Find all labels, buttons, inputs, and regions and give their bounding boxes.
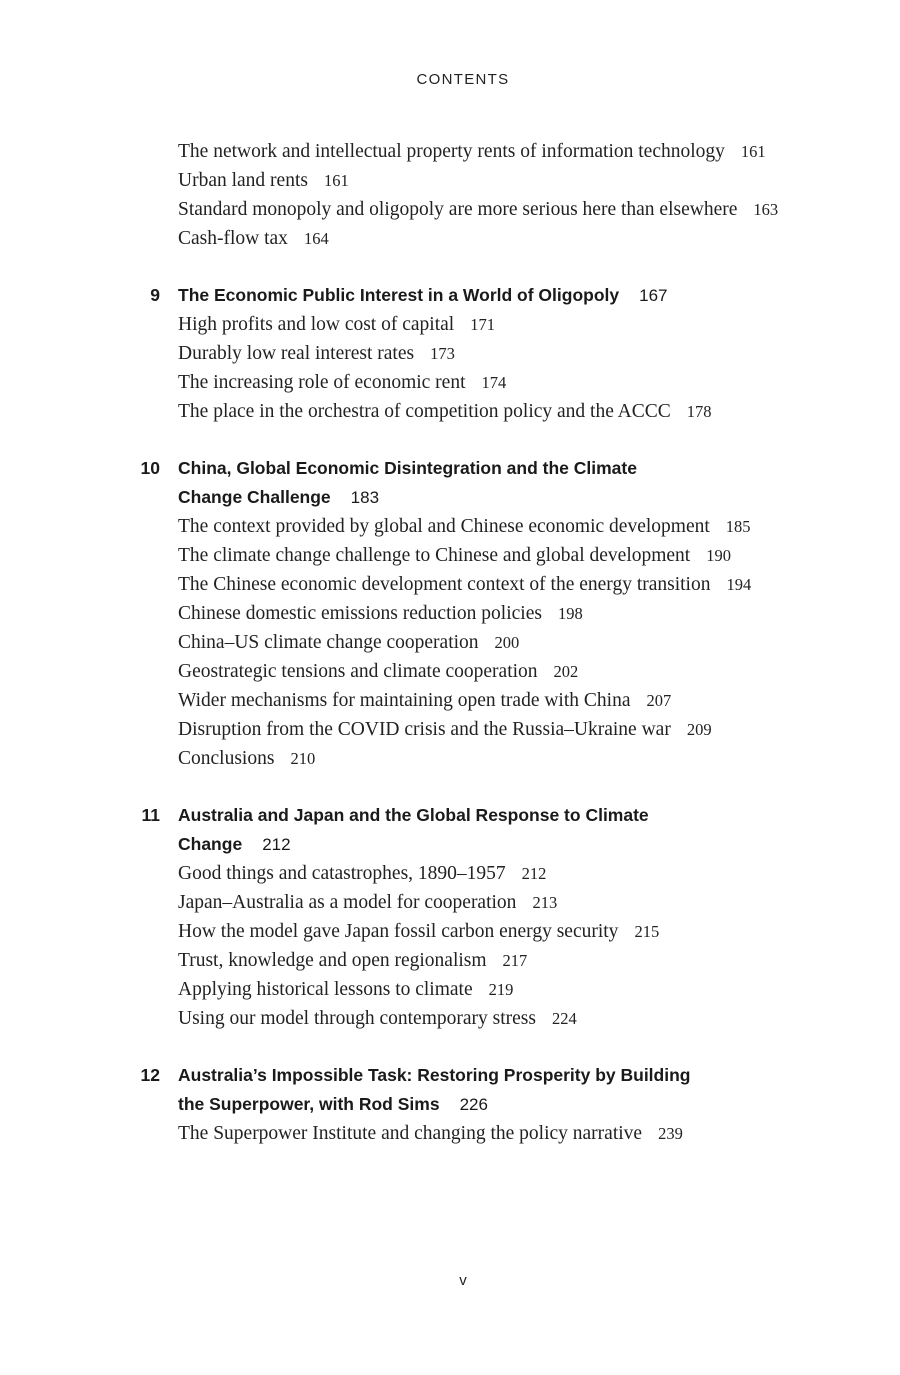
toc-entry[interactable] [178, 859, 800, 888]
entry-title: Good things and catastrophes, 1890–1957 [178, 863, 506, 884]
toc-entry[interactable] [178, 195, 800, 224]
entry-page: 190 [706, 546, 731, 565]
entry-title: The Chinese economic development context of the energy transition [178, 574, 711, 595]
running-header: CONTENTS [416, 71, 510, 88]
chapter-title[interactable] [178, 801, 698, 859]
entry-title: The Superpower Institute and changing the policy narrative [178, 1123, 643, 1144]
toc-entry[interactable] [178, 715, 800, 744]
toc-entry[interactable] [178, 917, 800, 946]
chapter-number: 11 [141, 805, 160, 825]
toc-entry[interactable] [178, 888, 800, 917]
chapter-page: 167 [639, 286, 668, 305]
entry-page: 209 [686, 720, 712, 739]
toc-entry[interactable] [178, 570, 800, 599]
entry-title: Geostrategic tensions and climate cooperation [178, 661, 538, 682]
entry-title: Chinese domestic emissions reduction policies [178, 603, 542, 624]
entry-page: 219 [488, 980, 514, 999]
entry-page: 213 [532, 893, 558, 912]
toc-entry[interactable] [178, 166, 800, 195]
toc-entry[interactable] [178, 541, 800, 570]
toc-entry[interactable] [178, 628, 800, 657]
entry-title: Trust, knowledge and open regionalism [178, 950, 487, 971]
page-number: v [459, 1272, 467, 1289]
entry-page: 194 [726, 575, 752, 594]
entry-page: 171 [470, 315, 495, 334]
toc-entry[interactable] [178, 512, 800, 541]
entry-page: 207 [646, 691, 672, 710]
toc-entry[interactable] [178, 224, 800, 253]
entry-page: 224 [551, 1009, 577, 1028]
toc-entry[interactable] [178, 946, 800, 975]
toc-entry[interactable] [178, 657, 800, 686]
entry-title: How the model gave Japan fossil carbon energy security [178, 921, 619, 942]
entry-title: The context provided by global and Chinese economic development [178, 516, 710, 537]
entry-title: High profits and low cost of capital [178, 314, 455, 335]
chapter-page: 226 [459, 1095, 488, 1114]
toc-body [0, 137, 900, 1148]
entry-page: 163 [753, 200, 779, 219]
entry-page: 202 [553, 662, 579, 681]
entry-title: Cash-flow tax [178, 228, 288, 249]
entry-title: Urban land rents [178, 170, 308, 191]
entry-page: 174 [481, 373, 507, 392]
entry-title: Wider mechanisms for maintaining open trade with China [178, 690, 631, 711]
entry-page: 161 [323, 171, 349, 190]
chapter-number: 9 [150, 285, 160, 305]
entry-page: 164 [303, 229, 329, 248]
entry-title: Standard monopoly and oligopoly are more serious here than elsewhere [178, 199, 738, 220]
entry-title: The increasing role of economic rent [178, 372, 466, 393]
chapter-title[interactable] [178, 454, 698, 512]
entry-page: 178 [686, 402, 712, 421]
chapter-title[interactable] [178, 1061, 698, 1119]
toc-entry[interactable] [178, 137, 800, 166]
entry-title: The climate change challenge to Chinese and global development [178, 545, 691, 566]
entry-title: Using our model through contemporary stress [178, 1008, 536, 1029]
toc-entry[interactable] [178, 1119, 800, 1148]
entry-title: Durably low real interest rates [178, 343, 415, 364]
entry-page: 173 [430, 344, 455, 363]
chapter-10 [0, 454, 900, 773]
toc-entry[interactable] [178, 744, 800, 773]
entry-title: Applying historical lessons to climate [178, 979, 473, 1000]
chapter-title[interactable] [178, 281, 698, 310]
entry-page: 200 [494, 633, 520, 652]
chapter-title-text: China, Global Economic Disintegration and the Climate Change Challenge [178, 458, 637, 507]
entry-page: 215 [634, 922, 660, 941]
chapter-page: 183 [350, 488, 380, 507]
chapter-page: 212 [262, 835, 291, 854]
chapter-number: 12 [140, 1065, 160, 1085]
intro-section-list [0, 137, 900, 253]
toc-entry[interactable] [178, 1004, 800, 1033]
entry-page: 198 [557, 604, 583, 623]
entry-title: Disruption from the COVID crisis and the Russia–Ukraine war [178, 719, 671, 740]
entry-title: Japan–Australia as a model for cooperation [178, 892, 517, 913]
entry-page: 239 [658, 1124, 683, 1143]
chapter-11 [0, 801, 900, 1033]
entry-title: The network and intellectual property rents of information technology [178, 141, 725, 162]
entry-page: 161 [740, 142, 766, 161]
toc-entry[interactable] [178, 310, 800, 339]
chapter-12 [0, 1061, 900, 1148]
toc-entry[interactable] [178, 975, 800, 1004]
chapter-number: 10 [140, 458, 160, 478]
toc-entry[interactable] [178, 339, 800, 368]
toc-entry[interactable] [178, 397, 800, 426]
chapter-title-text: The Economic Public Interest in a World of Oligopoly [178, 285, 620, 305]
toc-entry[interactable] [178, 599, 800, 628]
chapter-title-text: Australia’s Impossible Task: Restoring Prosperity by Building the Superpower, with Rod Sims [178, 1065, 691, 1114]
toc-entry[interactable] [178, 368, 800, 397]
entry-page: 212 [521, 864, 547, 883]
entry-page: 185 [725, 517, 751, 536]
toc-entry[interactable] [178, 686, 800, 715]
entry-page: 210 [290, 749, 316, 768]
chapter-title-text: Australia and Japan and the Global Response to Climate Change [178, 805, 649, 854]
entry-page: 217 [502, 951, 528, 970]
entry-title: China–US climate change cooperation [178, 632, 479, 653]
entry-title: The place in the orchestra of competition policy and the ACCC [178, 401, 671, 422]
entry-title: Conclusions [178, 748, 275, 769]
chapter-9 [0, 281, 900, 426]
